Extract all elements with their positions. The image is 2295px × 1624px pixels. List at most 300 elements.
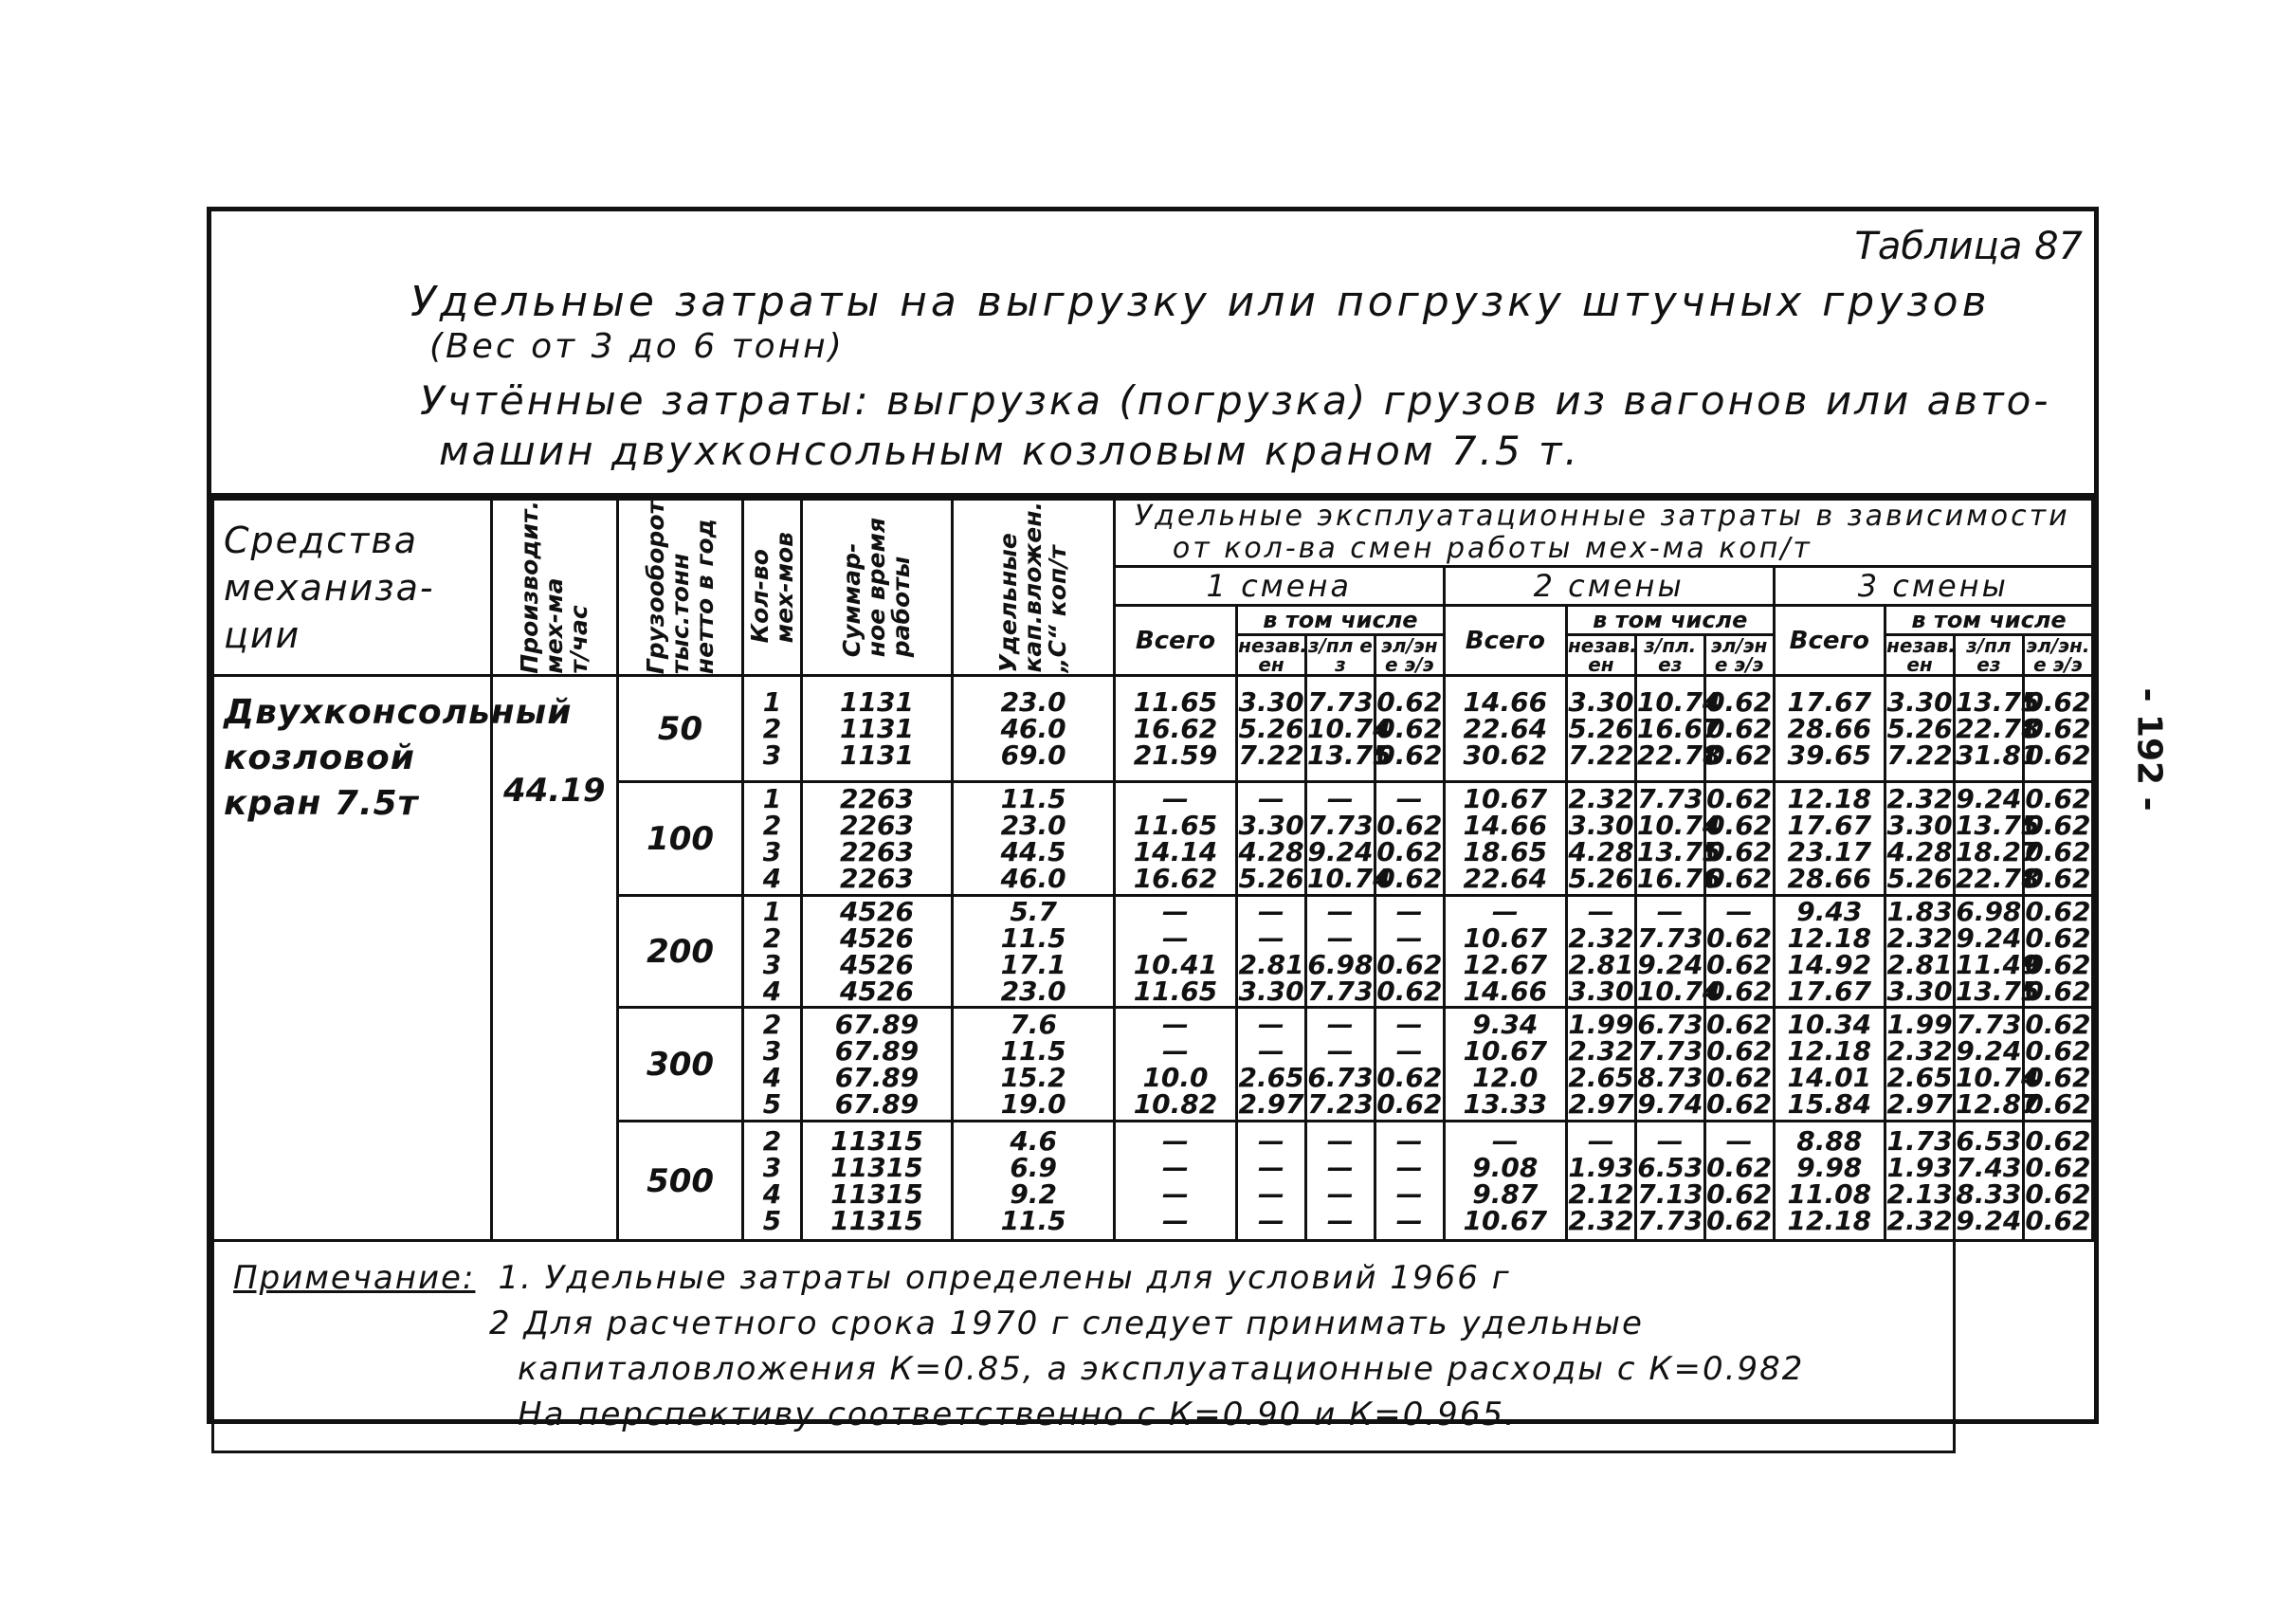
cell-value: 2.32 — [1568, 782, 1634, 814]
cell-value: 0.62 — [2025, 1034, 2091, 1067]
cell-value: 5.26 — [1886, 712, 1953, 744]
cell-value: 7.43 — [1956, 1151, 2022, 1183]
shift-2-total-values — [1444, 1122, 1566, 1241]
cell-value: 7.73 — [1307, 685, 1374, 718]
shift-2-c-values — [1704, 1008, 1774, 1122]
cell-value: 3 — [762, 739, 782, 771]
cell-value: 13.75 — [1955, 809, 2040, 841]
cell-value: 2.81 — [1568, 948, 1634, 980]
shift-3-header: 3 смены — [1774, 567, 2092, 606]
capital-header-text: Удельные кап.вложен. „С“ коп/т — [994, 502, 1072, 673]
cell-value: 8.88 — [1796, 1124, 1863, 1157]
cell-value: 11.65 — [1133, 685, 1218, 718]
cell-value: 1 — [762, 782, 782, 814]
cell-value: 5.26 — [1238, 712, 1304, 744]
cell-value: 6.9 — [1010, 1151, 1057, 1183]
cell-value: 10.67 — [1463, 782, 1548, 814]
shift-2-sub-header: эл/эн е э/э — [1704, 635, 1774, 676]
cell-value: 12.18 — [1787, 1204, 1872, 1236]
shift-1-a-values — [1237, 1008, 1306, 1122]
cell-value: 2.97 — [1568, 1087, 1634, 1120]
shift-3-b-values — [1954, 782, 2040, 896]
shift-1-c-values — [1375, 896, 1444, 1008]
cell-value: 5.26 — [1568, 862, 1634, 894]
cell-value: — — [1161, 1204, 1189, 1236]
time-values — [801, 1008, 953, 1122]
cell-value: 0.62 — [2025, 1061, 2091, 1093]
cell-value: 8.73 — [1637, 1061, 1703, 1093]
cell-value: 0.62 — [2025, 782, 2091, 814]
cell-value: 4526 — [840, 975, 914, 1007]
cell-value: 11.65 — [1133, 809, 1218, 841]
shift-2-b-values — [1635, 1122, 1704, 1241]
shift-2-a-values — [1566, 782, 1635, 896]
shift-3-a-values — [1885, 1008, 1955, 1122]
cell-value: 0.62 — [2025, 1087, 2091, 1120]
cell-value: 6.98 — [1307, 948, 1374, 980]
cell-value: 0.62 — [1376, 739, 1443, 771]
cell-value: 3.30 — [1568, 975, 1634, 1007]
cell-value: 10.74 — [1955, 1061, 2040, 1093]
cell-value: 13.33 — [1463, 1087, 1548, 1120]
cell-value: 10.67 — [1463, 1034, 1548, 1067]
cell-value: — — [1161, 1008, 1189, 1040]
cell-value: — — [1161, 1034, 1189, 1067]
column-header-total-time — [801, 500, 953, 676]
note-cell — [213, 1241, 1955, 1452]
shift-2-total-header: Всего — [1444, 606, 1566, 676]
cell-value: — — [1326, 1124, 1354, 1157]
cell-value: — — [1326, 1204, 1354, 1236]
cell-value: 23.17 — [1787, 835, 1872, 867]
cell-value: — — [1395, 895, 1423, 927]
cell-value: 8.33 — [1956, 1177, 2022, 1210]
time-values — [801, 896, 953, 1008]
cell-value: 9.24 — [1956, 921, 2022, 954]
cell-value: 12.67 — [1463, 948, 1548, 980]
time-values — [801, 676, 953, 782]
cell-value: 5 — [762, 1087, 782, 1120]
cell-value: 0.62 — [1706, 685, 1773, 718]
cell-value: 15.84 — [1787, 1087, 1872, 1120]
table-sheet — [207, 207, 2099, 1434]
cell-value: 4 — [762, 1061, 782, 1093]
shift-2-a-values — [1566, 1008, 1635, 1122]
cell-value: 67.89 — [834, 1061, 920, 1093]
cell-value: — — [1258, 782, 1285, 814]
operating-costs-title-2: от кол-ва смен работы мех-ма коп/т — [1172, 532, 1812, 565]
shift-2-b-values — [1635, 676, 1721, 782]
cell-value: 9.34 — [1472, 1008, 1539, 1040]
cell-value: 12.18 — [1787, 921, 1872, 954]
mechanism-productivity: 44.19 — [491, 676, 617, 1241]
cell-value: 3.30 — [1238, 685, 1304, 718]
shift-3-c-values — [2023, 1008, 2092, 1122]
shift-1-total-values — [1114, 1122, 1236, 1241]
cell-value: 0.62 — [2025, 1151, 2091, 1183]
cell-value: 10.0 — [1142, 1061, 1209, 1093]
shift-3-total-header: Всего — [1774, 606, 1885, 676]
cell-value: 10.74 — [1306, 712, 1392, 744]
cell-value: 18.27 — [1955, 835, 2040, 867]
cell-value: 2.13 — [1886, 1177, 1953, 1210]
cell-value: 0.62 — [1376, 1087, 1443, 1120]
cell-value: 4.28 — [1238, 835, 1304, 867]
cell-value: — — [1656, 1124, 1684, 1157]
cell-value: 0.62 — [2025, 739, 2091, 771]
cell-value: 69.0 — [1000, 739, 1066, 771]
cell-value: 1 — [762, 895, 782, 927]
cell-value: — — [1395, 1177, 1423, 1210]
cell-value: 2.32 — [1886, 921, 1953, 954]
shift-1-header: 1 смена — [1114, 567, 1444, 606]
column-header-productivity — [491, 500, 617, 676]
shift-1-total-header: Всего — [1114, 606, 1236, 676]
cell-value: 3 — [762, 835, 782, 867]
cell-value: 1.73 — [1886, 1124, 1953, 1157]
cell-value: 0.62 — [1376, 948, 1443, 980]
cell-value: 2263 — [840, 862, 914, 894]
cell-value: 7.73 — [1637, 921, 1703, 954]
cell-value: 1131 — [840, 712, 914, 744]
cell-value: 11.5 — [1000, 921, 1066, 954]
counted-costs-line-1: Учтённые затраты: выгрузка (погрузка) грузов из вагонов или авто- — [420, 377, 2051, 424]
cell-value: 0.62 — [1706, 1061, 1773, 1093]
cell-value: 2.65 — [1886, 1061, 1953, 1093]
shift-2-a-values — [1566, 1122, 1635, 1241]
cell-value: 0.62 — [1706, 948, 1773, 980]
shift-2-a-values — [1566, 896, 1635, 1008]
note-label: Примечание: — [233, 1259, 476, 1298]
cell-value: 0.62 — [2025, 975, 2091, 1007]
cell-value: 4526 — [840, 948, 914, 980]
cell-value: 15.2 — [1000, 1061, 1066, 1093]
shift-3-total-values — [1774, 782, 1885, 896]
cell-value: 3 — [762, 1151, 782, 1183]
cell-value: 0.62 — [2025, 1177, 2091, 1210]
page-number — [2106, 683, 2169, 815]
cell-value: — — [1395, 1008, 1423, 1040]
column-header-turnover — [617, 500, 743, 676]
turnover-value: 300 — [617, 1008, 743, 1122]
cell-value: 0.62 — [1706, 975, 1773, 1007]
cell-value: 23.0 — [1000, 975, 1066, 1007]
cell-value: 12.87 — [1955, 1087, 2040, 1120]
column-header-capital — [953, 500, 1114, 676]
cell-value: 2263 — [840, 782, 914, 814]
cell-value: 0.62 — [1706, 1008, 1773, 1040]
cell-value: — — [1326, 1008, 1354, 1040]
cell-value: 0.62 — [1376, 862, 1443, 894]
cell-value: 0.62 — [1376, 712, 1443, 744]
cell-value: — — [1326, 1034, 1354, 1067]
cell-value: 11315 — [830, 1151, 923, 1183]
shift-2-incl-header: в том числе — [1566, 606, 1774, 635]
cell-value: 2 — [762, 809, 782, 841]
cell-value: 0.62 — [2025, 712, 2091, 744]
cell-value: 7.73 — [1637, 782, 1703, 814]
cell-value: 9.24 — [1956, 1204, 2022, 1236]
cell-value: 3.30 — [1886, 685, 1953, 718]
cell-value: 46.0 — [1000, 712, 1066, 744]
cell-value: 12.18 — [1787, 782, 1872, 814]
cell-value: 0.62 — [1706, 921, 1773, 954]
shift-1-sub-header: эл/эн е э/э — [1375, 635, 1444, 676]
column-header-count — [743, 500, 801, 676]
cell-value: 4526 — [840, 895, 914, 927]
cell-value: 16.62 — [1133, 862, 1218, 894]
cell-value: 3.30 — [1238, 975, 1304, 1007]
page-number-text: - 192 - — [2129, 687, 2169, 812]
cell-value: 10.74 — [1636, 809, 1721, 841]
cell-value: 2 — [762, 921, 782, 954]
cell-value: 0.62 — [2025, 895, 2091, 927]
shift-1-incl-header: в том числе — [1237, 606, 1445, 635]
cell-value: 4 — [762, 975, 782, 1007]
capital-values — [953, 896, 1114, 1008]
count-values — [743, 896, 801, 1008]
shift-2-c-values — [1704, 896, 1774, 1008]
cell-value: 0.62 — [1706, 862, 1773, 894]
cell-value: — — [1395, 1034, 1423, 1067]
cell-value: 12.0 — [1472, 1061, 1539, 1093]
shift-1-c-values — [1375, 782, 1444, 896]
shift-2-total-values — [1444, 1008, 1566, 1122]
shift-1-c-values — [1375, 1122, 1444, 1241]
shift-1-c-values — [1375, 1008, 1444, 1122]
cell-value: 14.92 — [1787, 948, 1872, 980]
shift-3-total-values — [1774, 676, 1885, 782]
cell-value: 6.98 — [1956, 895, 2022, 927]
cell-value: 0.62 — [2025, 1008, 2091, 1040]
cell-value: 23.0 — [1000, 809, 1066, 841]
shift-2-c-values — [1704, 782, 1774, 896]
cell-value: 11.49 — [1955, 948, 2040, 980]
shift-2-b-values — [1635, 895, 1721, 1008]
cell-value: — — [1258, 1008, 1285, 1040]
cell-value: — — [1395, 782, 1423, 814]
cell-value: — — [1491, 1124, 1519, 1157]
cell-value: 22.64 — [1463, 712, 1548, 744]
cell-value: 11315 — [830, 1204, 923, 1236]
cell-value: 2 — [762, 1124, 782, 1157]
capital-values — [953, 676, 1114, 782]
cell-value: 4 — [762, 862, 782, 894]
cell-value: — — [1258, 1151, 1285, 1183]
cell-value: 0.62 — [1706, 1034, 1773, 1067]
cell-value: — — [1725, 895, 1753, 927]
cell-value: 9.74 — [1637, 1087, 1703, 1120]
cell-value: 46.0 — [1000, 862, 1066, 894]
cell-value: 67.89 — [834, 1034, 920, 1067]
shift-2-c-values — [1704, 1122, 1774, 1241]
cell-value: 11.65 — [1133, 975, 1218, 1007]
shift-1-b-values — [1305, 1122, 1375, 1241]
cell-value: 2263 — [840, 809, 914, 841]
cell-value: 22.78 — [1636, 739, 1721, 771]
shift-1-a-values — [1237, 676, 1306, 782]
cell-value: 9.24 — [1956, 782, 2022, 814]
cell-value: 7.6 — [1010, 1008, 1057, 1040]
cell-value: — — [1326, 1151, 1354, 1183]
cell-value: 2.97 — [1238, 1087, 1304, 1120]
cell-value: 7.73 — [1956, 1008, 2022, 1040]
cell-value: 2.12 — [1568, 1177, 1634, 1210]
cell-value: 7.73 — [1637, 1204, 1703, 1236]
cell-value: 9.24 — [1307, 835, 1374, 867]
cell-value: — — [1395, 1151, 1423, 1183]
shift-1-a-values — [1237, 896, 1306, 1008]
cell-value: 5.7 — [1010, 895, 1057, 927]
cell-value: 7.22 — [1886, 739, 1953, 771]
operating-costs-header — [1114, 500, 2092, 567]
cell-value: 10.74 — [1636, 685, 1721, 718]
shift-1-total-values — [1114, 676, 1236, 782]
count-header-text: Кол-во мех-мов — [745, 531, 798, 644]
cell-value: — — [1395, 1204, 1423, 1236]
shift-3-c-values — [2023, 1122, 2092, 1241]
cell-value: 0.62 — [1376, 809, 1443, 841]
cell-value: 2.32 — [1568, 1034, 1634, 1067]
cell-value: 11.08 — [1787, 1177, 1872, 1210]
shift-3-incl-header: в том числе — [1885, 606, 2093, 635]
cell-value: 0.62 — [1706, 739, 1773, 771]
cell-value: — — [1725, 1124, 1753, 1157]
shift-3-total-values — [1774, 1008, 1885, 1122]
cell-value: 10.67 — [1463, 921, 1548, 954]
cell-value: 0.62 — [1376, 685, 1443, 718]
shift-1-c-values — [1375, 676, 1444, 782]
cell-value: 18.65 — [1463, 835, 1548, 867]
cell-value: 13.75 — [1306, 739, 1392, 771]
cell-value: — — [1395, 921, 1423, 954]
cell-value: 22.78 — [1955, 862, 2040, 894]
shift-3-c-values — [2023, 676, 2092, 782]
cell-value: 17.67 — [1787, 975, 1872, 1007]
cell-value: 10.34 — [1787, 1008, 1872, 1040]
shift-2-total-values — [1444, 782, 1566, 896]
cell-value: — — [1258, 1204, 1285, 1236]
cell-value: 1.99 — [1568, 1008, 1634, 1040]
note-row — [213, 1241, 2093, 1452]
cell-value: — — [1326, 895, 1354, 927]
shift-1-sub-header: незав. ен — [1238, 634, 1307, 677]
cell-value: — — [1258, 1124, 1285, 1157]
shift-1-b-values — [1305, 1008, 1375, 1122]
cell-value: 17.67 — [1787, 685, 1872, 718]
operating-costs-title-1: Удельные эксплуатационные затраты в зависимости — [1134, 500, 2070, 533]
cell-value: 7.22 — [1238, 739, 1304, 771]
table-title: Удельные затраты на выгрузку или погрузку штучных грузов — [410, 278, 1991, 326]
productivity-header-text: Производит. мех-ма т/час — [515, 501, 592, 674]
weight-range: (Вес от 3 до 6 тонн) — [429, 327, 845, 366]
shift-3-sub-header: эл/эн. е э/э — [2023, 635, 2092, 676]
cell-value: 14.01 — [1787, 1061, 1872, 1093]
shift-2-sub-header: з/пл. ез — [1635, 635, 1704, 676]
cell-value: 7.13 — [1637, 1177, 1703, 1210]
cell-value: — — [1587, 1124, 1614, 1157]
shift-3-total-values — [1774, 1122, 1885, 1241]
cell-value: 6.73 — [1637, 1008, 1703, 1040]
cell-value: 2263 — [840, 835, 914, 867]
shift-1-a-values — [1237, 1122, 1306, 1241]
cell-value: — — [1161, 921, 1189, 954]
cell-value: 22.64 — [1463, 862, 1548, 894]
cell-value: 0.62 — [2025, 835, 2091, 867]
cell-value: 10.41 — [1133, 948, 1218, 980]
cell-value: — — [1326, 782, 1354, 814]
table-number: Таблица 87 — [1854, 225, 2083, 268]
cell-value: 14.66 — [1463, 809, 1548, 841]
count-values — [743, 1122, 801, 1241]
cell-value: — — [1587, 895, 1614, 927]
cell-value: 0.62 — [1706, 1151, 1773, 1183]
cell-value: 0.62 — [1706, 782, 1773, 814]
cell-value: — — [1326, 921, 1354, 954]
cell-value: 67.89 — [834, 1087, 920, 1120]
time-values — [801, 1122, 953, 1241]
cell-value: 1.93 — [1568, 1151, 1634, 1183]
cell-value: — — [1326, 1177, 1354, 1210]
cell-value: 6.53 — [1637, 1151, 1703, 1183]
cell-value: 5 — [762, 1204, 782, 1236]
cell-value: 2.65 — [1238, 1061, 1304, 1093]
shift-2-b-values — [1635, 1008, 1704, 1122]
cell-value: — — [1258, 921, 1285, 954]
cell-value: 0.62 — [1376, 1061, 1443, 1093]
shift-1-a-values — [1237, 782, 1306, 896]
shift-2-c-values — [1704, 676, 1774, 782]
cell-value: 31.81 — [1955, 739, 2040, 771]
note-line-2: 2 Для расчетного срока 1970 г следует принимать удельные — [489, 1305, 1644, 1343]
cell-value: 11315 — [830, 1124, 923, 1157]
cell-value: 3 — [762, 948, 782, 980]
turnover-value: 100 — [617, 782, 743, 896]
cell-value: 28.66 — [1787, 862, 1872, 894]
cell-value: 10.74 — [1636, 975, 1721, 1007]
cell-value: 10.74 — [1306, 862, 1392, 894]
cell-value: 2.81 — [1238, 948, 1304, 980]
column-header-means: Средства механиза-ции — [213, 500, 492, 676]
count-values — [743, 782, 801, 896]
cell-value: 2 — [762, 712, 782, 744]
cell-value: 5.26 — [1238, 862, 1304, 894]
shift-3-a-values — [1885, 676, 1955, 782]
cell-value: 44.5 — [1000, 835, 1066, 867]
count-values — [743, 676, 801, 782]
shift-2-header: 2 смены — [1444, 567, 1774, 606]
shift-1-b-values — [1305, 896, 1375, 1008]
shift-1-total-values — [1114, 782, 1236, 896]
total-time-header-text: Суммар- ное время работы — [838, 517, 915, 658]
shift-3-c-values — [2023, 782, 2092, 896]
cell-value: 13.75 — [1636, 835, 1721, 867]
shift-2-a-values — [1566, 676, 1635, 782]
cell-value: 0.62 — [2025, 809, 2091, 841]
table-row — [213, 676, 2093, 782]
cell-value: 9.98 — [1796, 1151, 1863, 1183]
cell-value: 7.73 — [1637, 1034, 1703, 1067]
cell-value: 67.89 — [834, 1008, 920, 1040]
cell-value: 3.30 — [1238, 809, 1304, 841]
cell-value: 1.99 — [1886, 1008, 1953, 1040]
shift-3-a-values — [1885, 896, 1955, 1008]
shift-3-sub-header: з/пл ез — [1954, 635, 2023, 676]
cell-value: 4.28 — [1886, 835, 1953, 867]
cell-value: 2.32 — [1886, 782, 1953, 814]
cell-value: 9.08 — [1472, 1151, 1539, 1183]
cell-value: 11315 — [830, 1177, 923, 1210]
